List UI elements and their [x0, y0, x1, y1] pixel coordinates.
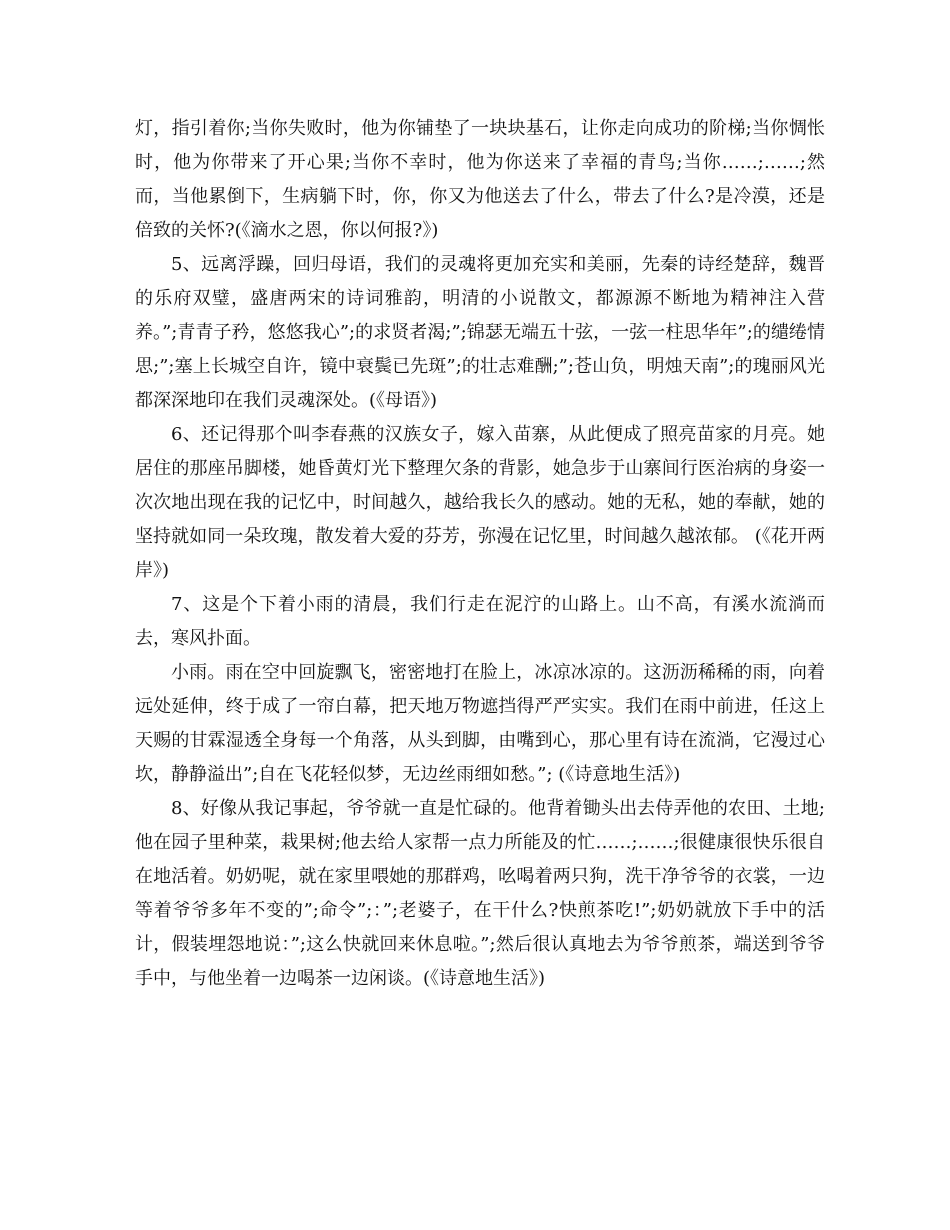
paragraph-continuation: 灯，指引着你;当你失败时，他为你铺垫了一块块基石，让你走向成功的阶梯;当你惆怅时，他为你带来了开心果;当你不幸时，他为你送来了幸福的青鸟;当你……;……;然而，当他累倒下，生病躺下时，你，你又为他送去了什么，带去了什么?是冷漠，还是倍致的关怀?(《滴水之恩，你以何报?》): [135, 118, 825, 241]
paragraph-5-mother-tongue: 5、远离浮躁，回归母语，我们的灵魂将更加充实和美丽，先秦的诗经楚辞，魏晋的乐府双璧，盛唐两宋的诗词雅韵，明清的小说散文，都源源不断地为精神注入营养。”;青青子矜，悠悠我心”;的求贤者渴;”;锦瑟无端五十弦，一弦一柱思华年”;的缱绻情思;”;塞上长城空自许，镜中衰鬓已先斑”;的壮志难酬;”;苍山负，明烛天南”;的瑰丽风光都深深地印在我们灵魂深处。(《母语》): [135, 254, 825, 411]
paragraph-light-rain: 小雨。雨在空中回旋飘飞，密密地打在脸上，冰凉冰凉的。这沥沥稀稀的雨，向着远处延伸，终于成了一帘白幕，把天地万物遮挡得严严实实。我们在雨中前进，任这上天赐的甘霖湿透全身每一个角落，从头到脚，由嘴到心，那心里有诗在流淌，它漫过心坎，静静溢出”;自在飞花轻似梦，无边丝雨细如愁。”; (《诗意地生活》): [135, 662, 825, 785]
paragraph-6-flowers-both-banks: 6、还记得那个叫李春燕的汉族女子，嫁入苗寨，从此便成了照亮苗家的月亮。她居住的那座吊脚楼，她昏黄灯光下整理欠条的背影，她急步于山寨间行医治病的身姿一次次地出现在我的记忆中，时间越久，越给我长久的感动。她的无私，她的奉献，她的坚持就如同一朵玫瑰，散发着大爱的芬芳，弥漫在记忆里，时间越久越浓郁。 (《花开两岸》): [135, 424, 825, 581]
paragraph-8-grandfather: 8、好像从我记事起，爷爷就一直是忙碌的。他背着锄头出去侍弄他的农田、土地;他在园子里种菜，栽果树;他去给人家帮一点力所能及的忙……;……;很健康很快乐很自在地活着。奶奶呢，就在家里喂她的那群鸡，吆喝着两只狗，洗干净爷爷的衣裳，一边等着爷爷多年不变的”;命令”;：”;老婆子，在干什么?快煎茶吃!”;奶奶就放下手中的活计，假装埋怨地说：”;这么快就回来休息啦。”;然后很认真地去为爷爷煎茶，端送到爷爷手中，与他坐着一边喝茶一边闲谈。(《诗意地生活》): [135, 798, 825, 989]
paragraph-7-rainy-morning: 7、这是个下着小雨的清晨，我们行走在泥泞的山路上。山不高，有溪水流淌而去，寒风扑面。: [135, 594, 825, 649]
document-body: [135, 112, 825, 996]
